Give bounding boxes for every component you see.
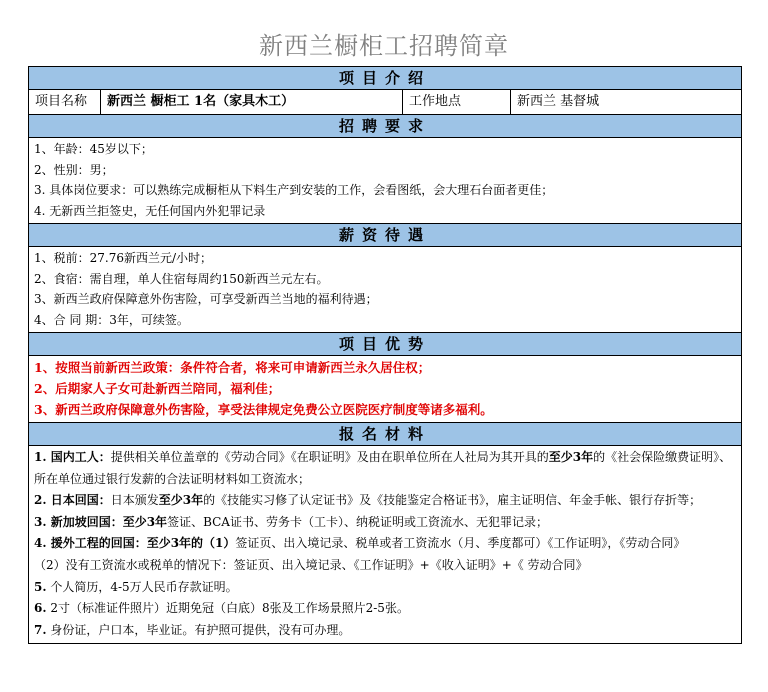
- material-text: 日本颁发: [110, 493, 159, 508]
- material-text: 个人简历，4-5万人民币存款证明。: [46, 579, 238, 594]
- advantages-header: 项目优势: [29, 333, 741, 356]
- material-item: [34, 598, 736, 620]
- work-location-label: 工作地点: [403, 90, 511, 114]
- project-intro-header: 项目介绍: [29, 67, 741, 90]
- project-name-value: 新西兰 橱柜工 1名（家具木工）: [101, 90, 403, 114]
- page-title: 新西兰橱柜工招聘简章: [259, 32, 509, 60]
- material-text: 的《社会保险缴费证明》、所在单位通过银行发薪的合法证明材料如工资流水；: [34, 450, 732, 486]
- material-text: 2寸（标准证件照片）近期免冠（白底）8张及工作场景照片2-5张。: [46, 601, 409, 616]
- materials-header: 报名材料: [29, 423, 741, 446]
- salary-item: 4、合 同 期：3年，可续签。: [34, 312, 189, 327]
- advantages-section: [29, 356, 741, 423]
- material-heading: 1. 国内工人：: [34, 450, 111, 464]
- material-item: [34, 533, 736, 555]
- materials-section: [29, 446, 741, 643]
- requirement-item: 1、年龄：45岁以下；: [34, 142, 153, 156]
- project-info-row: [29, 90, 741, 115]
- requirement-item: 4. 无新西兰拒签史，无任何国内外犯罪记录: [34, 203, 266, 218]
- material-heading: 4. 援外工程的回国：至少3年的（1）: [34, 536, 236, 551]
- material-text: 签证、BCA证书、劳务卡（工卡）、纳税证明或工资流水、无犯罪记录；: [167, 514, 548, 529]
- material-text: 提供相关单位盖章的《劳动合同》《在职证明》及由在职单位所在人社局为其开具的: [110, 450, 549, 464]
- salary-header: 薪资待遇: [29, 224, 741, 247]
- salary-section: [29, 247, 741, 333]
- requirement-item: 3. 具体岗位要求：可以熟练完成橱柜从下料生产到安装的工作，会看图纸，会大理石台面者更佳；: [34, 183, 554, 197]
- material-item: [34, 512, 736, 534]
- salary-item: 2、食宿：需自理，单人住宿每周约150新西兰元左右。: [34, 271, 329, 286]
- salary-item: 3、新西兰政府保障意外伤害险，可享受新西兰当地的福利待遇；: [34, 292, 378, 306]
- material-item: [34, 447, 736, 490]
- material-heading: 6.: [34, 601, 47, 616]
- requirement-item: 2、性别：男；: [34, 162, 114, 177]
- material-heading: 3. 新加坡回国：至少3年: [34, 514, 168, 529]
- material-heading: 5.: [34, 579, 47, 594]
- material-item: [34, 577, 736, 599]
- salary-item: 1、税前：27.76新西兰元/小时；: [34, 251, 213, 265]
- advantage-item: 2、后期家人子女可赴新西兰陪同，福利佳；: [34, 381, 281, 396]
- material-emphasis: 至少3年: [548, 450, 594, 464]
- material-item: （2）没有工资流水或税单的情况下：签证页、出入境记录、《工作证明》+《收入证明》+《 劳动合同》: [34, 557, 588, 572]
- advantage-item: 3、新西兰政府保障意外伤害险，享受法律规定免费公立医院医疗制度等诸多福利。: [34, 402, 493, 417]
- material-item: [34, 490, 736, 512]
- material-text: 的《技能实习修了认定证书》及《技能鉴定合格证书》，雇主证明信、年金手帐、银行存折等；: [203, 493, 702, 508]
- material-heading: 7.: [34, 622, 47, 637]
- requirements-header: 招聘要求: [29, 115, 741, 138]
- material-emphasis: 至少3年: [158, 493, 204, 508]
- requirements-section: [29, 138, 741, 224]
- recruitment-table: [28, 66, 742, 644]
- work-location-value: 新西兰 基督城: [517, 94, 600, 109]
- material-heading: 2. 日本回国：: [34, 493, 111, 508]
- material-item: [34, 620, 736, 642]
- material-text: 签证页、出入境记录、税单或者工资流水（月、季度都可）《工作证明》，《劳动合同》: [235, 536, 686, 551]
- advantage-item: 1、按照当前新西兰政策：条件符合者，将来可申请新西兰永久居住权；: [34, 360, 431, 375]
- project-name-label: 项目名称: [29, 90, 101, 114]
- material-text: 身份证，户口本，毕业证。有护照可提供，没有可办理。: [46, 622, 351, 637]
